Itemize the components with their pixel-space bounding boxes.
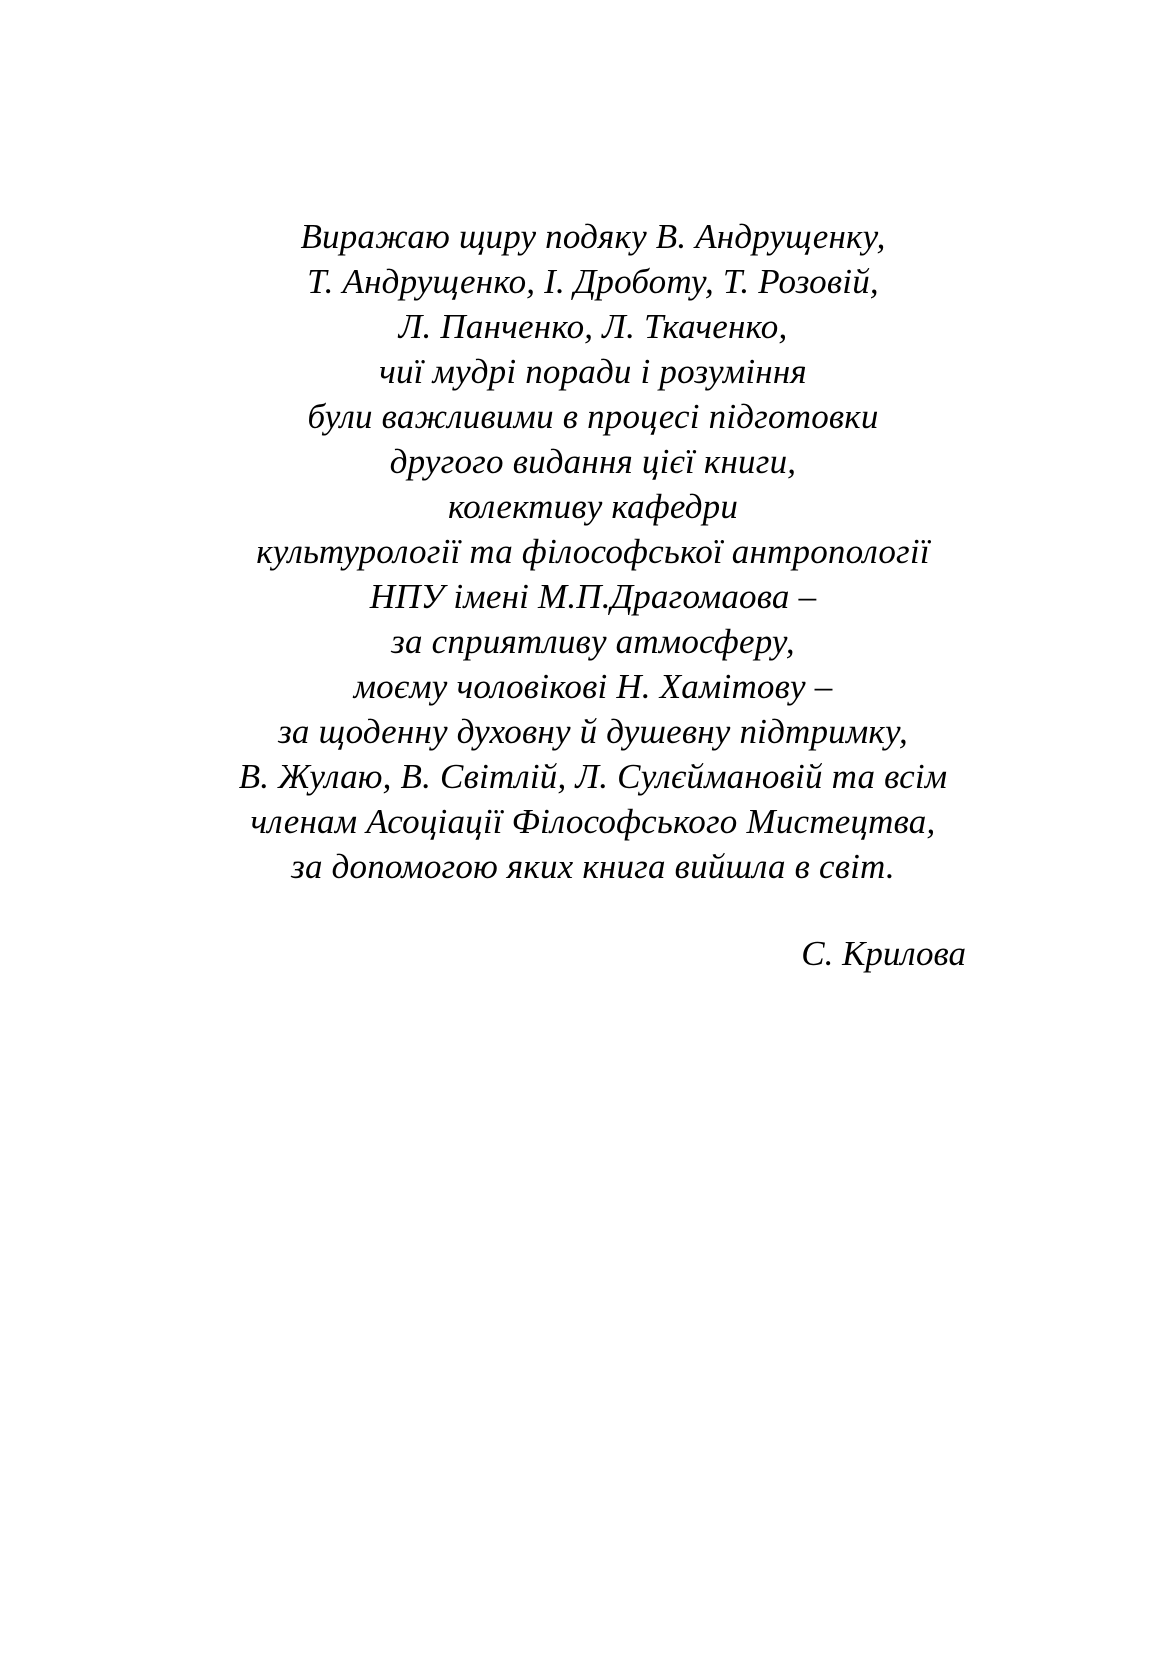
acknowledgement-line: В. Жулаю, В. Світлій, Л. Сулєймановій та всім bbox=[238, 757, 948, 796]
acknowledgement-line: членам Асоціації Філософського Мистецтва, bbox=[250, 802, 936, 841]
acknowledgement-line: культурології та філософської антропології bbox=[256, 532, 930, 571]
signature-spacer bbox=[198, 889, 988, 931]
acknowledgement-line: моєму чоловікові Н. Хамітову – bbox=[353, 667, 833, 706]
acknowledgement-line: Л. Панченко, Л. Ткаченко, bbox=[398, 307, 788, 346]
acknowledgement-line: НПУ імені М.П.Драгомаова – bbox=[369, 577, 817, 616]
acknowledgement-line: Виражаю щиру подяку В. Андрущенку, bbox=[300, 217, 886, 256]
acknowledgement-line: Т. Андрущенко, І. Дроботу, Т. Розовій, bbox=[307, 262, 879, 301]
acknowledgement-line: чиї мудрі поради і розуміння bbox=[379, 352, 807, 391]
acknowledgement-line: за щоденну духовну й душевну підтримку, bbox=[278, 712, 908, 751]
acknowledgement-line: за сприятливу атмосферу, bbox=[391, 622, 795, 661]
acknowledgement-line: колективу кафедри bbox=[447, 487, 739, 526]
signature-author: С. Крилова bbox=[801, 934, 966, 973]
acknowledgement-line: другого видання цієї книги, bbox=[389, 442, 797, 481]
acknowledgement-line: були важливими в процесі підготовки bbox=[307, 397, 879, 436]
acknowledgement-block bbox=[198, 214, 988, 976]
acknowledgement-line: за допомогою яких книга вийшла в світ. bbox=[291, 847, 895, 886]
